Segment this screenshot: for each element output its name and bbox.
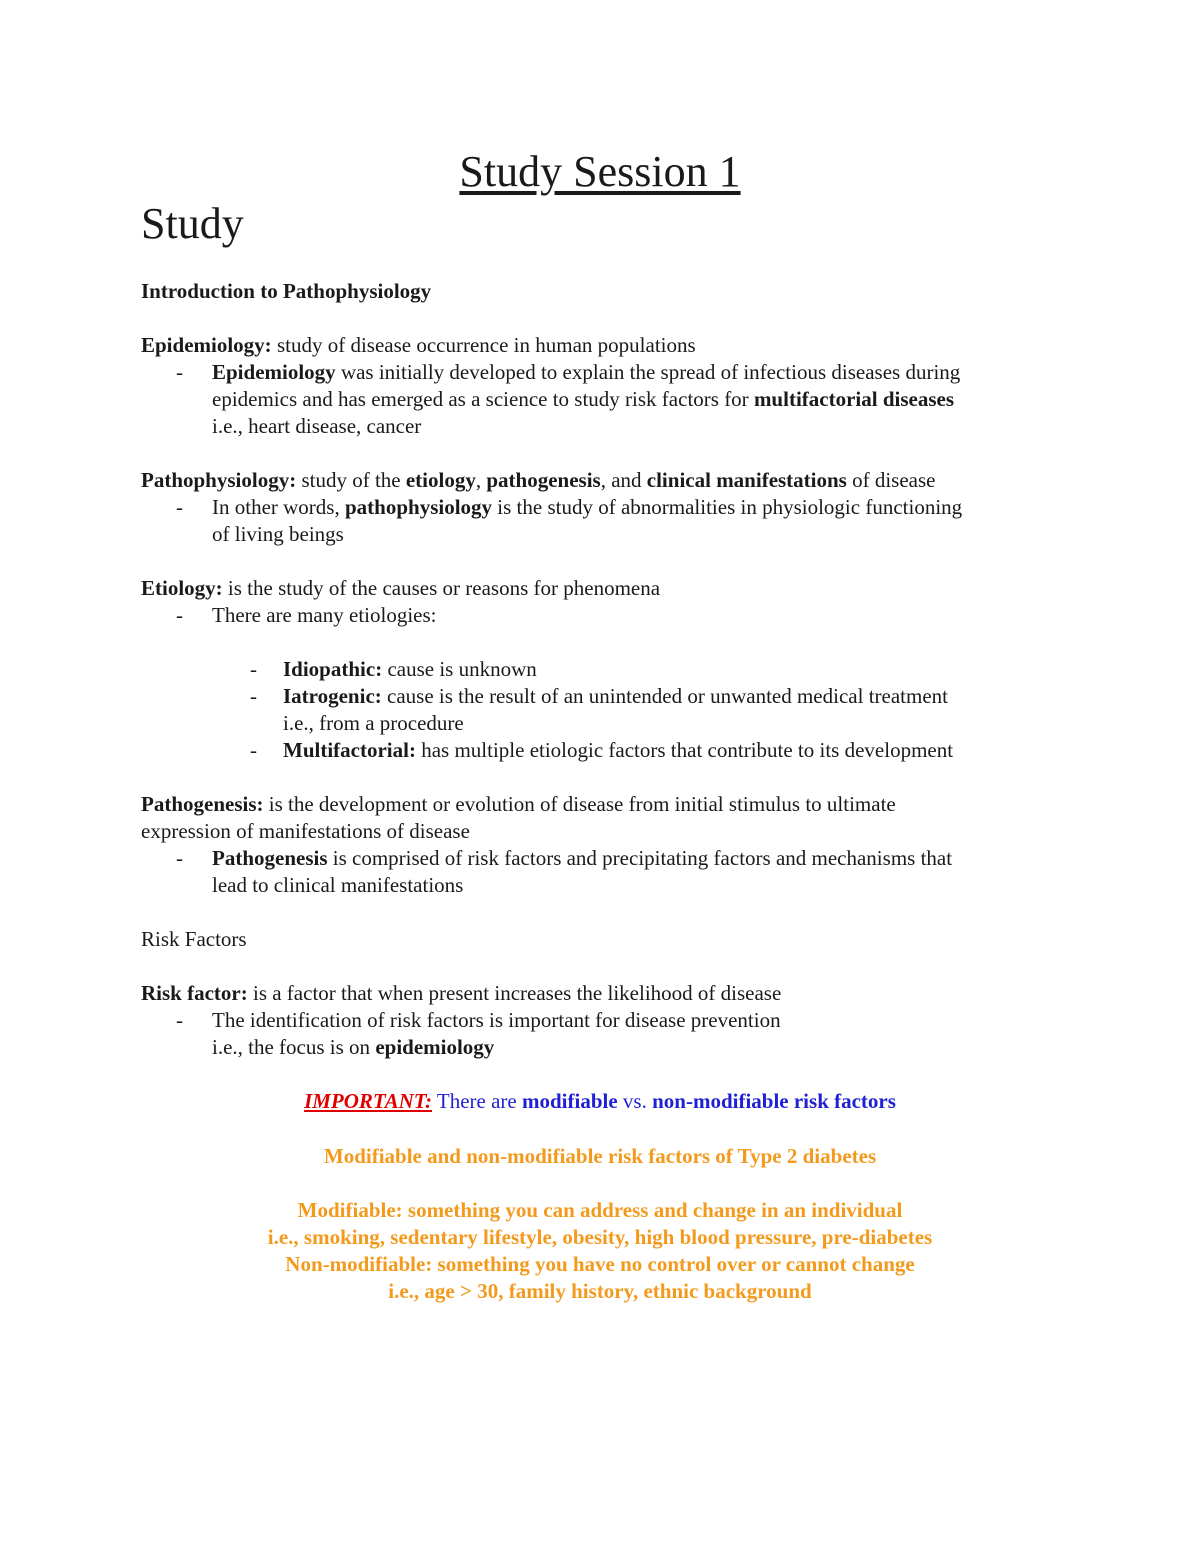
modifiable-definition: Modifiable: something you can address and change in an individual — [297, 1198, 903, 1222]
intro-heading: Introduction to Pathophysiology — [141, 279, 432, 303]
epidemiology-bullet: Epidemiology was initially developed to explain the spread of infectious diseases during — [212, 360, 961, 384]
etiology-definition: Etiology: is the study of the causes or reasons for phenomena — [141, 576, 661, 600]
bullet-dash: - — [176, 846, 183, 870]
non-modifiable-examples: i.e., age > 30, family history, ethnic background — [388, 1279, 812, 1303]
pathophysiology-bullet: In other words, pathophysiology is the study of abnormalities in physiologic functioning — [212, 495, 963, 519]
iatrogenic-example: i.e., from a procedure — [283, 711, 464, 735]
idiopathic-item: Idiopathic: cause is unknown — [283, 657, 537, 681]
pathogenesis-definition: Pathogenesis: is the development or evolution of disease from initial stimulus to ultimate — [141, 792, 896, 816]
non-modifiable-definition: Non-modifiable: something you have no control over or cannot change — [285, 1252, 915, 1276]
bullet-dash: - — [250, 738, 257, 762]
bullet-dash: - — [250, 684, 257, 708]
risk-factors-heading: Risk Factors — [141, 927, 247, 951]
bullet-dash: - — [176, 1008, 183, 1032]
epidemiology-example: i.e., heart disease, cancer — [212, 414, 422, 438]
risk-factor-bullet: The identification of risk factors is important for disease prevention — [212, 1008, 781, 1032]
risk-factor-definition: Risk factor: is a factor that when present increases the likelihood of disease — [141, 981, 782, 1005]
pathophysiology-definition: Pathophysiology: study of the etiology, pathogenesis, and clinical manifestations of disease — [141, 468, 936, 492]
etiology-bullet: There are many etiologies: — [212, 603, 437, 627]
section-heading: Study — [141, 199, 244, 248]
diabetes-heading: Modifiable and non-modifiable risk factors of Type 2 diabetes — [323, 1144, 877, 1168]
bullet-dash: - — [176, 603, 183, 627]
important-note: IMPORTANT: There are modifiable vs. non-modifiable risk factors — [304, 1089, 896, 1113]
epidemiology-bullet-cont: epidemics and has emerged as a science to study risk factors for multifactorial diseases — [212, 387, 954, 411]
multifactorial-item: Multifactorial: has multiple etiologic factors that contribute to its development — [283, 738, 954, 762]
pathogenesis-bullet: Pathogenesis is comprised of risk factors and precipitating factors and mechanisms that — [212, 846, 953, 870]
bullet-dash: - — [176, 495, 183, 519]
bullet-dash: - — [250, 657, 257, 681]
page-title: Study Session 1 — [459, 147, 741, 196]
bullet-dash: - — [176, 360, 183, 384]
iatrogenic-item: Iatrogenic: cause is the result of an unintended or unwanted medical treatment — [283, 684, 948, 708]
pathophysiology-bullet-cont: of living beings — [212, 522, 344, 546]
pathogenesis-definition-cont: expression of manifestations of disease — [141, 819, 470, 843]
epidemiology-definition: Epidemiology: study of disease occurrence in human populations — [141, 333, 696, 357]
pathogenesis-bullet-cont: lead to clinical manifestations — [212, 873, 464, 897]
modifiable-examples: i.e., smoking, sedentary lifestyle, obesity, high blood pressure, pre-diabetes — [267, 1225, 933, 1249]
risk-factor-bullet-cont: i.e., the focus is on epidemiology — [212, 1035, 495, 1059]
